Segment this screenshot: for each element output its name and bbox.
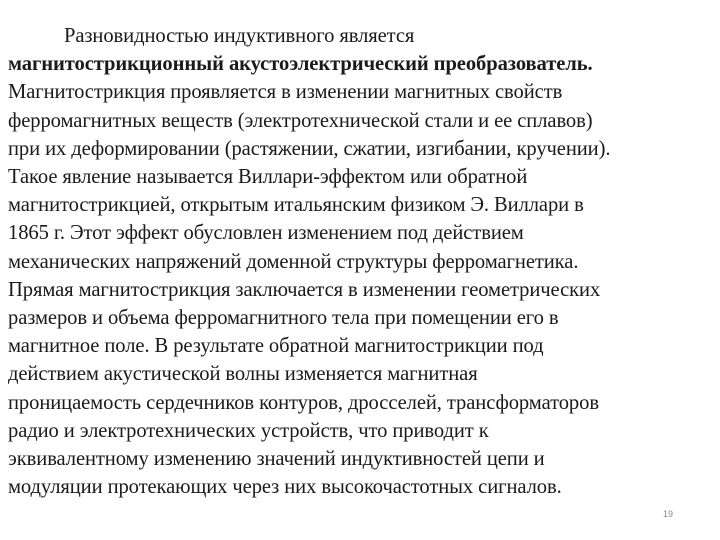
text-line: действием акустической волны изменяется магнитная bbox=[8, 363, 478, 386]
page-number: 19 bbox=[663, 509, 674, 519]
text-line: модуляции протекающих через них высокочастотных сигналов. bbox=[8, 476, 562, 499]
text-line: магнитное поле. В результате обратной магнитострикции под bbox=[8, 335, 544, 358]
text-line: механических напряжений доменной структуры ферромагнетика. bbox=[8, 250, 579, 273]
text-line: Прямая магнитострикция заключается в изменении геометрических bbox=[8, 278, 601, 301]
text-line: размеров и объема ферромагнитного тела при помещении его в bbox=[8, 307, 559, 330]
text-line: Такое явление называется Виллари-эффектом или обратной bbox=[8, 166, 528, 189]
text-line: проницаемость сердечников контуров, дросселей, трансформаторов bbox=[8, 391, 599, 414]
text-line: 1865 г. Этот эффект обусловлен изменением под действием bbox=[8, 222, 524, 245]
text-line: Разновидностью индуктивного является bbox=[64, 25, 415, 47]
text-line: при их деформировании (растяжении, сжатии, изгибании, кручении). bbox=[8, 137, 611, 160]
body-text bbox=[8, 22, 714, 501]
text-line: радио и электротехнических устройств, что приводит к bbox=[8, 419, 489, 442]
text-line-bold: магнитострикционный акустоэлектрический преобразователь. bbox=[8, 53, 593, 76]
text-line: эквивалентному изменению значений индуктивностей цепи и bbox=[8, 448, 545, 471]
text-line: ферромагнитных веществ (электротехнической стали и ее сплавов) bbox=[8, 109, 593, 132]
text-line: магнитострикцией, открытым итальянским физиком Э. Виллари в bbox=[8, 194, 584, 217]
text-line: Магнитострикция проявляется в изменении магнитных свойств bbox=[8, 81, 563, 104]
